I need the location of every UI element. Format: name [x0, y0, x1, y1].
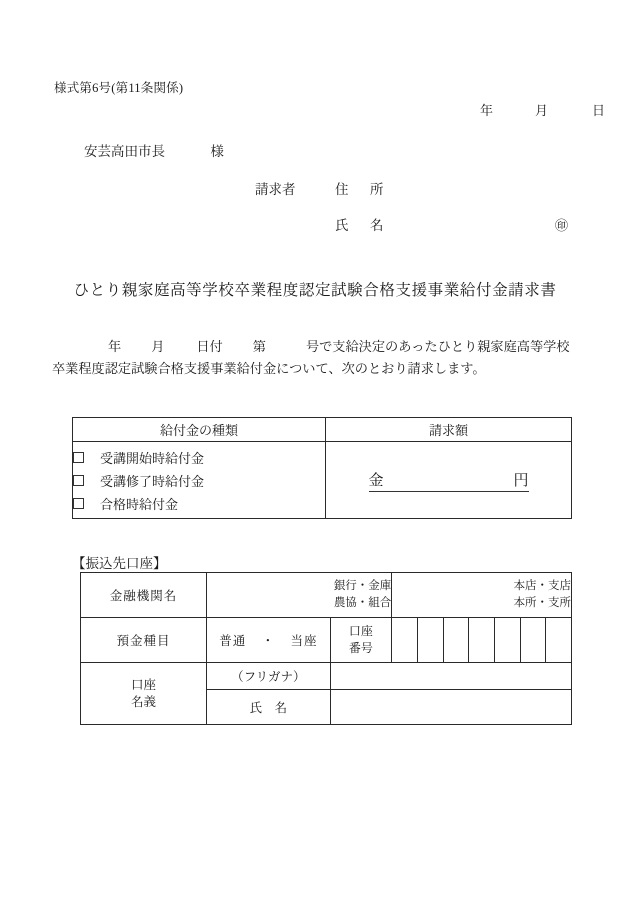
furigana-input[interactable] — [330, 663, 571, 690]
claimant-address-label: 住 所 — [335, 182, 388, 197]
branch-type-line-1: 本店・支店 — [513, 580, 571, 592]
addressee-honorific: 様 — [210, 144, 224, 159]
benefit-option-row[interactable] — [73, 446, 325, 469]
body-paragraph — [52, 336, 582, 380]
benefit-table — [72, 417, 572, 519]
checkbox-completion-benefit[interactable] — [73, 475, 84, 486]
body-month-label: 月 — [151, 339, 165, 354]
account-digit-box[interactable] — [520, 618, 546, 663]
claimant-name-label: 氏 名 — [335, 218, 388, 233]
furigana-label: （フリガナ） — [207, 663, 330, 690]
benefit-option-label: 合格時給付金 — [100, 496, 179, 512]
benefit-table-header-row — [73, 418, 572, 442]
amount-input-line[interactable] — [369, 469, 529, 492]
benefit-kind-header: 給付金の種類 — [73, 418, 326, 442]
bank-section-heading: 【振込先口座】 — [72, 556, 167, 571]
branch-name-input[interactable] — [392, 573, 572, 618]
deposit-option-futsu[interactable]: 普通 — [219, 634, 247, 648]
account-holder-furigana-row — [81, 663, 572, 690]
account-holder-label-line-1: 口座 — [131, 677, 157, 692]
claimant-address-row — [255, 178, 585, 214]
checkbox-pass-benefit[interactable] — [73, 498, 84, 509]
deposit-option-toza[interactable]: 当座 — [290, 634, 318, 648]
bank-account-table — [80, 572, 572, 725]
financial-institution-input[interactable] — [207, 573, 392, 618]
body-number-suffix: 号で支給決定のあったひとり親家庭高等学校 — [305, 339, 570, 354]
account-number-label-line-1: 口座 — [348, 624, 373, 638]
benefit-kind-cell — [73, 442, 326, 519]
financial-institution-label: 金融機関名 — [81, 573, 207, 618]
benefit-option-row[interactable] — [73, 469, 325, 492]
branch-type-line-2: 本所・支所 — [513, 597, 571, 609]
financial-institution-row — [81, 573, 572, 618]
amount-prefix-label: 金 — [368, 472, 384, 489]
benefit-amount-cell[interactable] — [326, 442, 572, 519]
deposit-type-label: 預金種目 — [81, 618, 207, 663]
claimant-name-row — [255, 214, 585, 250]
date-day-label: 日 — [592, 103, 606, 118]
seal-icon: ㊞ — [555, 218, 569, 233]
date-month-label: 月 — [535, 103, 549, 118]
account-holder-label-line-2: 名義 — [131, 694, 157, 709]
deposit-option-separator: ・ — [261, 634, 276, 648]
benefit-option-row[interactable] — [73, 492, 325, 515]
body-number-prefix: 第 — [252, 339, 266, 354]
institution-type-line-2: 農協・組合 — [333, 597, 392, 609]
account-digit-box[interactable] — [469, 618, 495, 663]
date-year-label: 年 — [480, 103, 494, 118]
addressee — [84, 140, 224, 160]
account-number-label — [330, 618, 392, 663]
account-digit-box[interactable] — [392, 618, 418, 663]
account-digit-box[interactable] — [417, 618, 443, 663]
account-holder-label — [81, 663, 207, 725]
account-holder-name-input[interactable] — [330, 690, 571, 725]
deposit-type-options[interactable] — [207, 618, 330, 663]
body-day-label: 日付 — [196, 339, 223, 354]
account-number-label-line-2: 番号 — [348, 641, 373, 655]
claimant-block — [255, 178, 585, 250]
institution-type-line-1: 銀行・金庫 — [333, 580, 392, 592]
claimant-label: 請求者 — [255, 182, 296, 197]
benefit-option-label: 受講修了時給付金 — [100, 473, 205, 489]
benefit-option-label: 受講開始時給付金 — [100, 450, 205, 466]
amount-unit-label: 円 — [513, 472, 529, 489]
account-holder-name-label: 氏 名 — [207, 690, 330, 725]
checkbox-start-benefit[interactable] — [73, 452, 84, 463]
body-year-label: 年 — [108, 339, 122, 354]
account-digit-box[interactable] — [494, 618, 520, 663]
addressee-name: 安芸高田市長 — [84, 144, 165, 159]
form-number: 様式第6号(第11条関係) — [54, 81, 184, 95]
page-title: ひとり親家庭高等学校卒業程度認定試験合格支援事業給付金請求書 — [73, 282, 557, 299]
benefit-amount-header: 請求額 — [326, 418, 572, 442]
benefit-table-body-row — [73, 442, 572, 519]
account-digit-box[interactable] — [546, 618, 572, 663]
deposit-type-row — [81, 618, 572, 663]
date-line — [400, 100, 606, 119]
body-line-2: 卒業程度認定試験合格支援事業給付金について、次のとおり請求します。 — [52, 361, 486, 376]
account-digit-box[interactable] — [443, 618, 469, 663]
